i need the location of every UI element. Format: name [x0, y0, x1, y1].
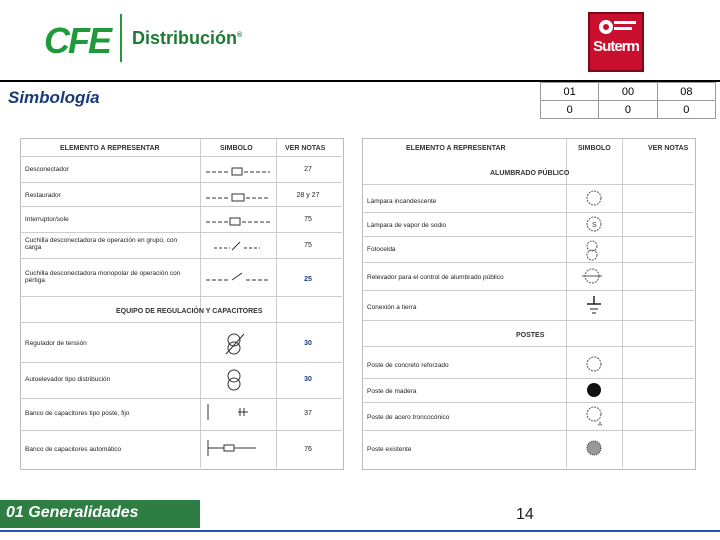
right-row-label: Poste de acero troncocónico	[367, 414, 450, 421]
left-symbol-table	[20, 138, 344, 470]
left-row-note: 75	[304, 242, 312, 249]
svg-text:S: S	[592, 222, 597, 229]
code-cell: 01	[541, 83, 599, 101]
row-divider	[20, 362, 342, 363]
col-divider	[276, 138, 277, 468]
left-row-note: 37	[304, 410, 312, 417]
row-divider	[20, 156, 342, 157]
right-row-label: Relevador para el control de alumbrado público	[367, 274, 504, 281]
right-header-notes: VER NOTAS	[648, 145, 689, 152]
left-row-label: Cuchilla desconectadora monopolar de operación con pértiga	[25, 270, 181, 284]
sodium-lamp-icon	[584, 214, 604, 234]
left-row-note: 30	[304, 376, 312, 383]
code-cell: 0	[599, 101, 657, 119]
steel-pole-icon	[584, 404, 606, 428]
left-row-label: Desconectador	[25, 166, 69, 173]
left-row-label: Restaurador	[25, 192, 61, 199]
row-divider	[20, 182, 342, 183]
right-row-label: Poste de concreto reforzado	[367, 362, 449, 369]
right-row-label: Conexión a tierra	[367, 304, 417, 311]
row-divider	[362, 290, 694, 291]
right-section-heading: POSTES	[516, 332, 545, 339]
photocell-icon	[580, 238, 604, 262]
row-divider	[362, 320, 694, 321]
pole-switch-symbol-icon	[204, 266, 272, 286]
right-row-label: Fotocelda	[367, 246, 396, 253]
left-header-element: ELEMENTO A REPRESENTAR	[60, 145, 160, 152]
logo-division-text	[132, 28, 242, 49]
row-divider	[362, 346, 694, 347]
row-divider	[362, 378, 694, 379]
row-divider	[20, 398, 342, 399]
right-row-label: Lámpara de vapor de sodio	[367, 222, 447, 229]
row-divider	[20, 430, 342, 431]
interrupter-symbol-icon	[204, 210, 272, 230]
row-divider	[20, 206, 342, 207]
col-divider	[200, 138, 201, 468]
page-number: 14	[516, 506, 534, 523]
svg-text:A: A	[598, 422, 603, 428]
document-code-table	[540, 82, 716, 119]
left-row-label: Regulador de tensión	[25, 340, 87, 347]
suterm-emblem-icon	[590, 14, 642, 38]
left-row-note: 27	[304, 166, 312, 173]
ground-connection-icon	[584, 294, 604, 318]
recloser-symbol-icon	[204, 186, 272, 206]
logo-divider	[120, 14, 122, 62]
left-row-note: 28 y 27	[296, 192, 320, 199]
wood-pole-icon	[584, 380, 604, 400]
row-divider	[20, 322, 342, 323]
left-section-heading: EQUIPO DE REGULACIÓN Y CAPACITORES	[116, 308, 263, 315]
concrete-pole-icon	[584, 354, 604, 374]
left-header-symbol: SIMBOLO	[220, 145, 253, 152]
left-row-label: Autoelevador tipo distribución	[25, 376, 111, 383]
row-divider	[20, 296, 342, 297]
row-divider	[362, 262, 694, 263]
row-divider	[362, 236, 694, 237]
registered-mark: ®	[237, 32, 243, 39]
row-divider	[362, 212, 694, 213]
left-row-label: Interruptor/sole	[25, 216, 69, 223]
right-section-heading: ALUMBRADO PÚBLICO	[490, 170, 570, 177]
left-header-notes: VER NOTAS	[285, 145, 326, 152]
row-divider	[362, 430, 694, 431]
incandescent-lamp-icon	[584, 188, 604, 208]
left-row-label: Banco de capacitores tipo poste, fijo	[25, 410, 130, 417]
existing-pole-icon	[584, 438, 604, 458]
group-switch-symbol-icon	[204, 234, 272, 256]
row-divider	[362, 184, 694, 185]
code-cell: 00	[599, 83, 657, 101]
code-cell: 0	[657, 101, 715, 119]
suterm-logo-text: Suterm	[593, 38, 639, 55]
section-label: 01 Generalidades	[6, 504, 139, 521]
footer-rule	[0, 530, 720, 532]
col-divider	[622, 138, 623, 468]
division-name: Distribución	[132, 28, 238, 48]
code-cell: 0	[541, 101, 599, 119]
left-row-note: 75	[304, 216, 312, 223]
right-header-element: ELEMENTO A REPRESENTAR	[406, 145, 506, 152]
right-row-label: Poste existente	[367, 446, 412, 453]
row-divider	[20, 258, 342, 259]
left-row-label: Banco de capacitores automático	[25, 446, 122, 453]
capacitor-bank-symbol-icon	[204, 400, 272, 424]
left-row-note: 25	[304, 276, 312, 283]
left-row-label: Cuchilla desconectadora de operación en grupo, con carga	[25, 237, 178, 251]
voltage-regulator-symbol-icon	[204, 330, 272, 358]
code-cell: 08	[657, 83, 715, 101]
right-row-label: Lámpara incandescente	[367, 198, 437, 205]
auto-capacitor-bank-symbol-icon	[204, 436, 272, 460]
autotransformer-symbol-icon	[204, 366, 272, 394]
right-row-label: Poste de madera	[367, 388, 417, 395]
row-divider	[20, 232, 342, 233]
left-row-note: 30	[304, 340, 312, 347]
row-divider	[362, 402, 694, 403]
disconnector-symbol-icon	[204, 160, 272, 180]
lighting-relay-icon	[578, 264, 606, 288]
col-divider	[566, 138, 567, 468]
left-row-note: 76	[304, 446, 312, 453]
right-header-symbol: SIMBOLO	[578, 145, 611, 152]
cfe-logo: CFE	[44, 20, 110, 61]
page-title: Simbología	[8, 88, 100, 107]
